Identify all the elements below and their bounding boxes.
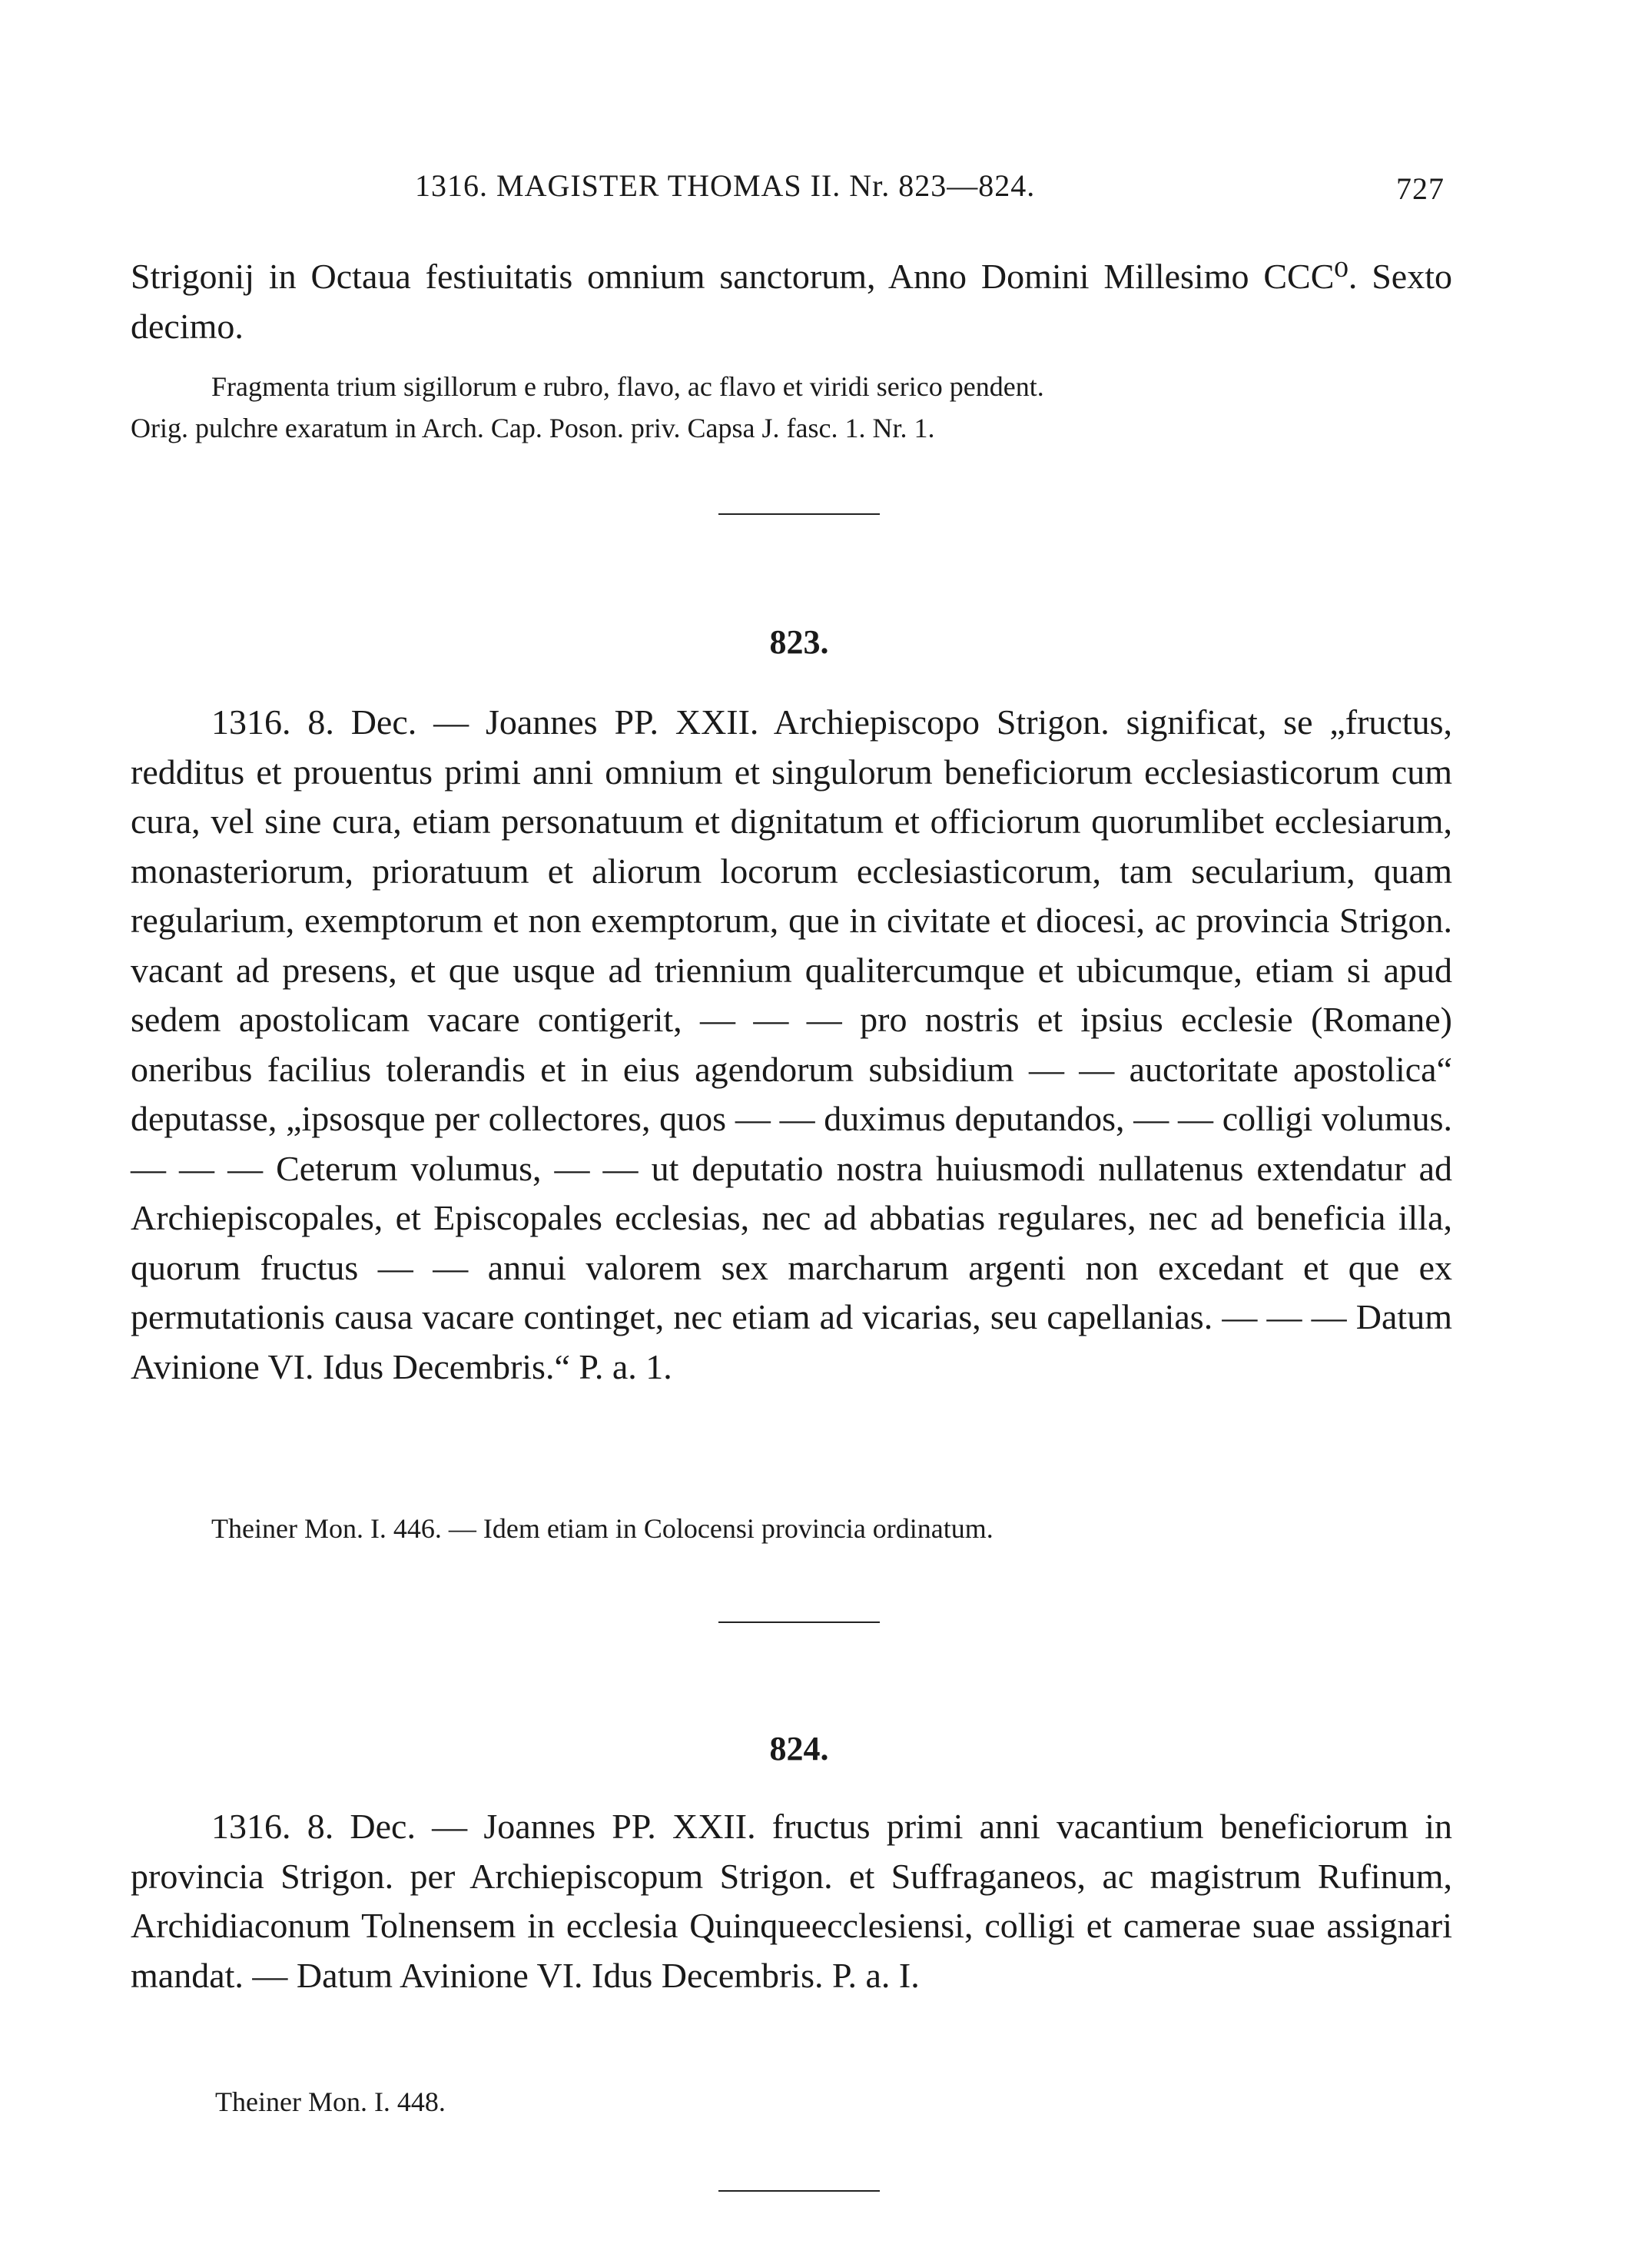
continuation-note-line-2: Orig. pulchre exaratum in Arch. Cap. Poson. priv. Capsa J. fasc. 1. Nr. 1. [131,413,935,443]
section-divider [718,2190,880,2192]
document-number-824: 824. [769,1730,829,1767]
section-divider [718,1621,880,1623]
document-note-824: Theiner Mon. I. 448. [215,2086,446,2117]
continuation-note-line-1: Fragmenta trium sigillorum e rubro, flavo, ac flavo et viridi serico pendent. [211,371,1044,402]
section-divider [718,513,880,515]
running-title: 1316. MAGISTER THOMAS II. Nr. 823—824. [415,168,1036,203]
document-text-823: 1316. 8. Dec. — Joannes PP. XXII. Archiepiscopo Strigon. significat, se „fructus, redditus et prouentus primi anni omnium et singulorum beneficiorum ecclesiasticorum cum cura, vel sine cura, etiam personatuum et dignitatum et officiorum quorumlibet ecclesiarum, monasteriorum, prioratuum et aliorum locorum ecclesiasticorum, tam secularium, quam regularium, exemptorum et non exemptorum, que in civitate et diocesi, ac provincia Strigon. vacant ad presens, et que usque ad triennium qualitercumque et ubicumque, etiam si apud sedem apostolicam vacare contigerit, — — — pro nostris et ipsius ecclesie (Romane) oneribus facilius tolerandis et in eius agendorum subsidium — — auctoritate apostolica“ deputasse, „ipsosque per collectores, quos — — duximus deputandos, — — colligi volumus. — — — Ceterum volumus, — — ut deputatio nostra huiusmodi nullatenus extendatur ad Archiepiscopales, et Episcopales ecclesias, nec ad abbatias regulares, nec ad beneficia illa, quorum fructus — — annui valorem sex marcharum argenti non excedant et que ex permutationis causa vacare continget, nec etiam ad vicarias, seu capellanias. — — — Datum Avinione VI. Idus Decembris.“ P. a. 1. [131,702,1452,1386]
continuation-paragraph: Strigonij in Octaua festiuitatis omnium sanctorum, Anno Domini Millesimo CCC⁰. Sexto decimo. [131,257,1452,346]
page-number: 727 [1396,171,1445,206]
document-note-823: Theiner Mon. I. 446. — Idem etiam in Colocensi provincia ordinatum. [211,1513,994,1544]
document-number-823: 823. [769,623,829,661]
page-header [131,168,1445,214]
document-text-824: 1316. 8. Dec. — Joannes PP. XXII. fructus primi anni vacantium beneficiorum in provincia Strigon. per Archiepiscopum Strigon. et Suffraganeos, ac magistrum Rufinum, Archidiaconum Tolnensem in ecclesia Quinqueecclesiensi, colligi et camerae suae assignari mandat. — Datum Avinione VI. Idus Decembris. P. a. I. [131,1807,1452,1995]
